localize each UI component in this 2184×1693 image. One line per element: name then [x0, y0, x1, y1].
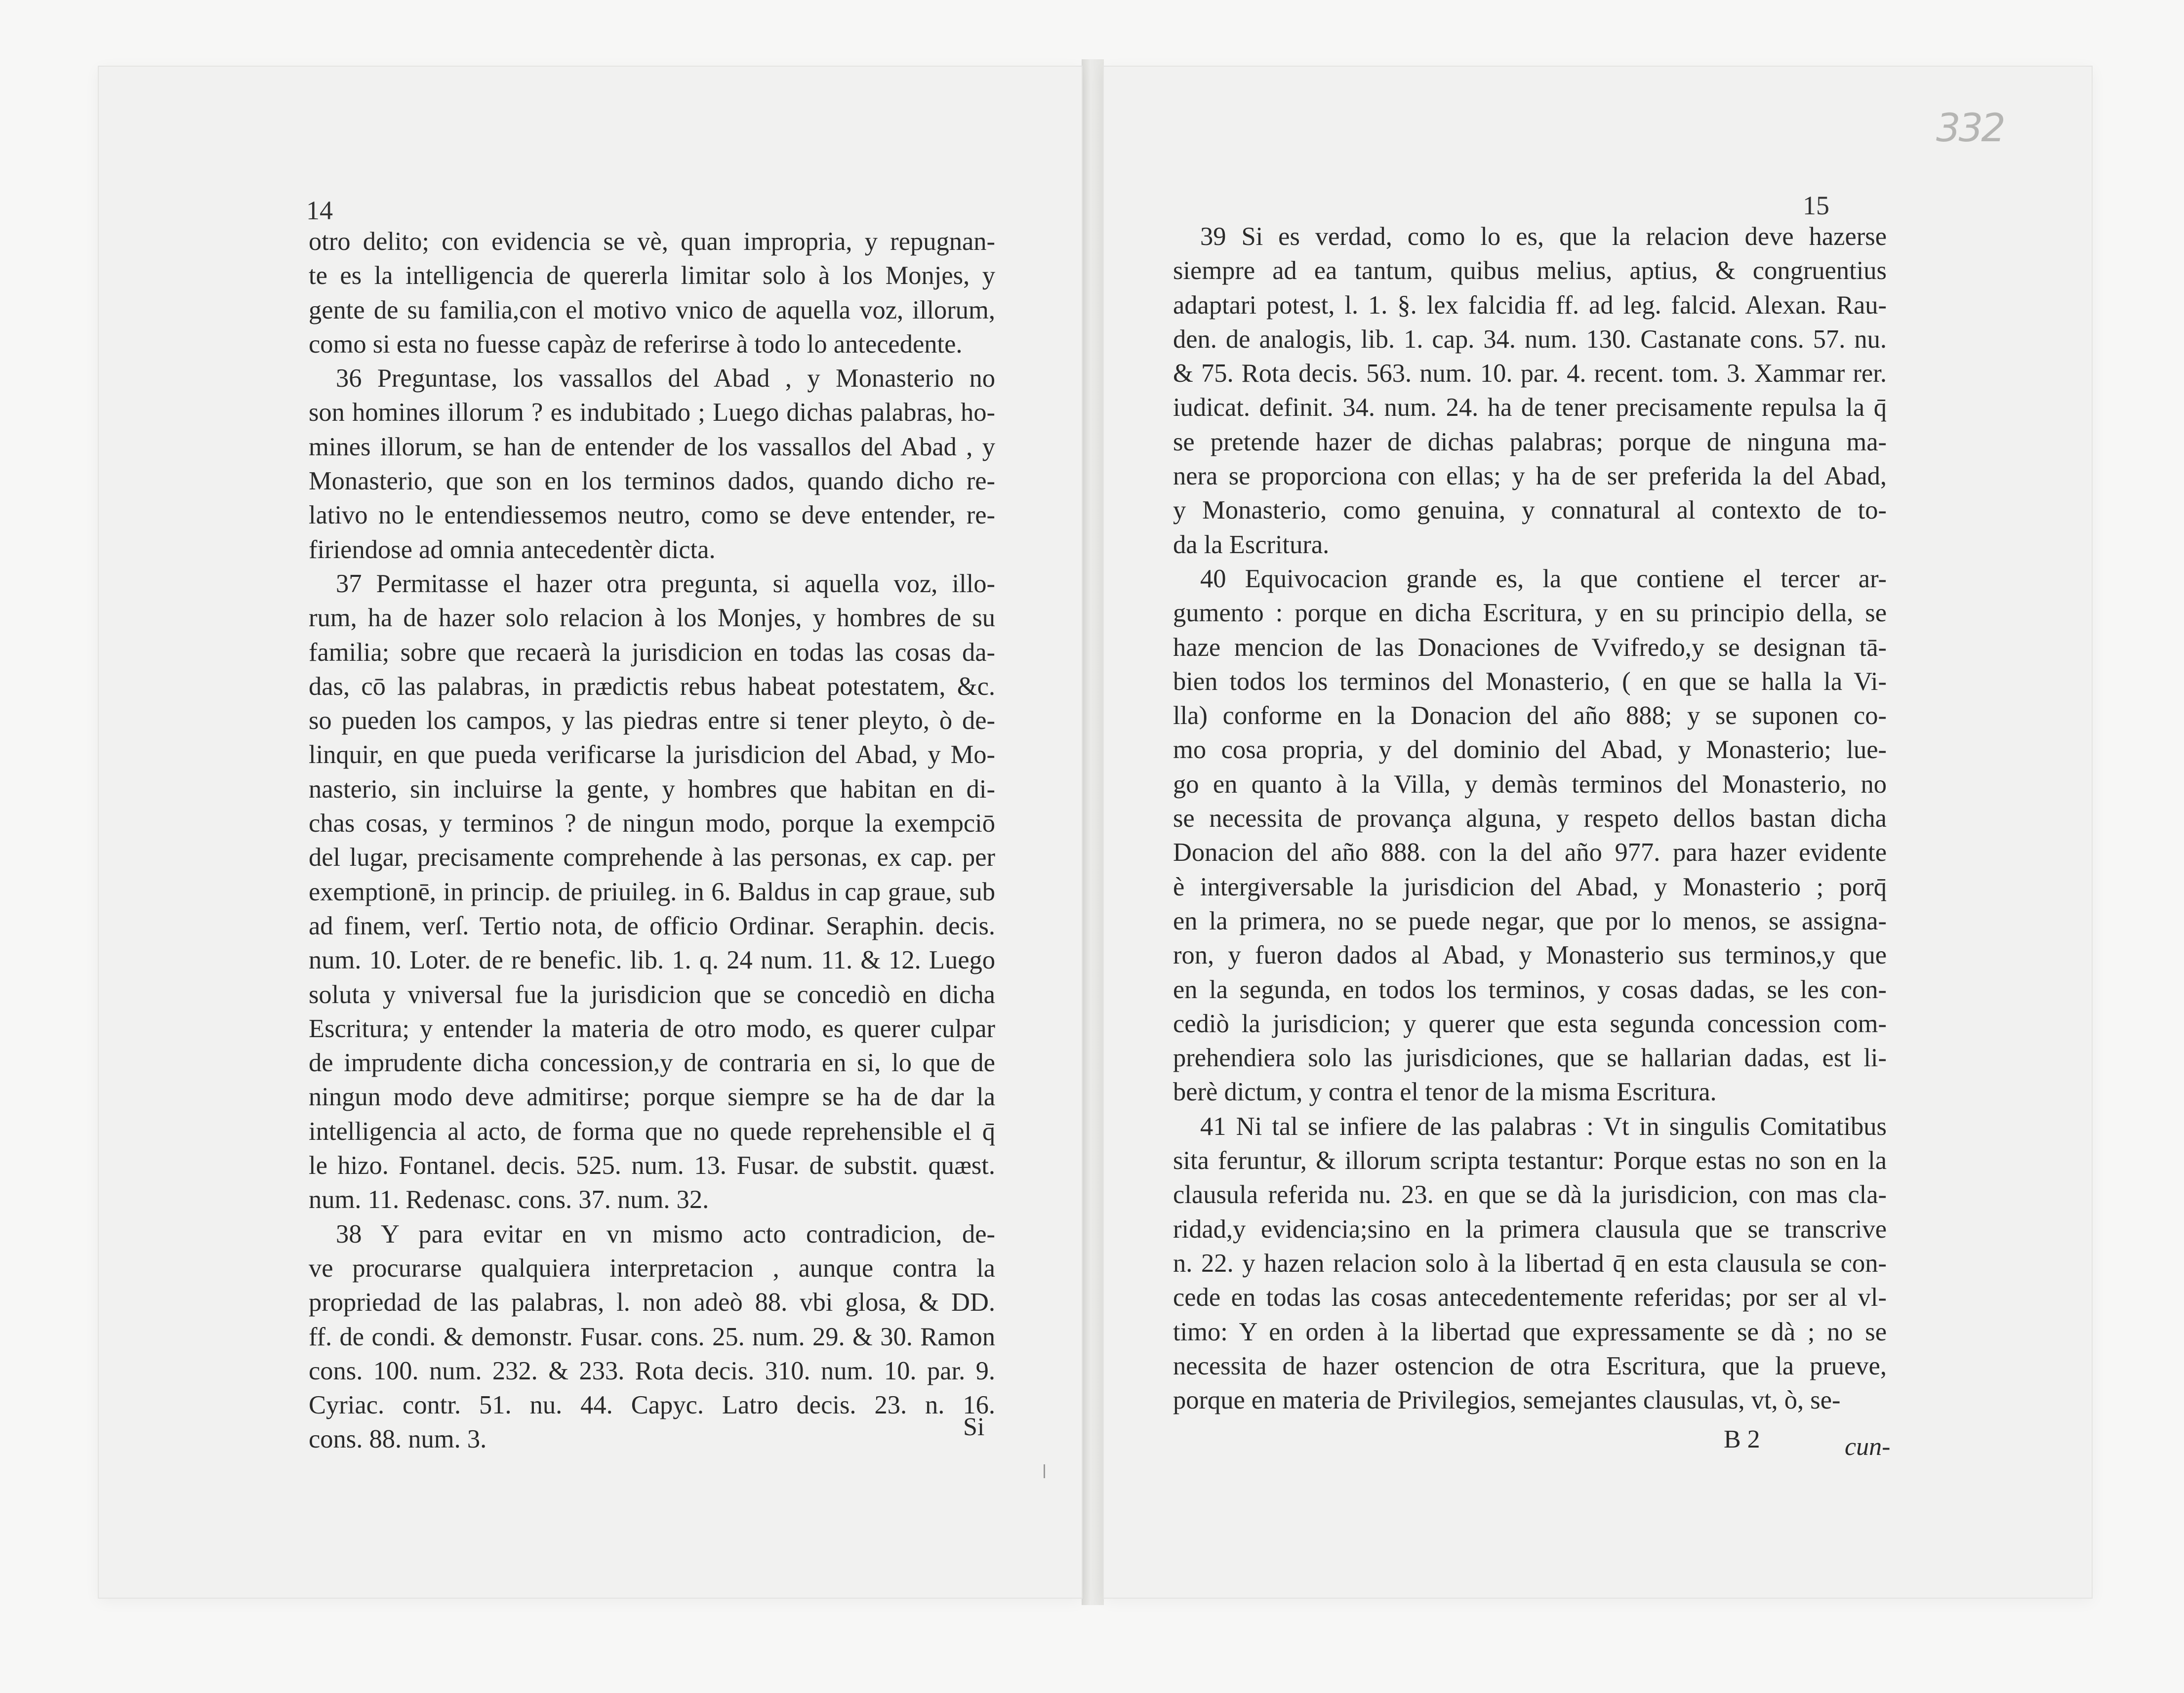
left-text-line: soluta y vniversal fue la jurisdicion que se concediò en dicha [309, 980, 995, 1009]
left-text-line: ff. de condi. & demonstr. Fusar. cons. 25. num. 29. & 30. Ramon [309, 1322, 995, 1351]
right-text-line: 40 Equivocacion grande es, la que contiene el tercer ar- [1200, 564, 1887, 593]
left-text-line: 36 Preguntase, los vassallos del Abad , y Monasterio no [336, 364, 995, 393]
left-catchword: Si [963, 1413, 985, 1441]
right-text-line: Donacion del año 888. con la del año 977. para hazer evidente [1173, 838, 1887, 867]
right-text-line: porque en materia de Privilegios, semejantes clausulas, vt, ò, se- [1173, 1386, 1841, 1415]
left-text-line: das, cō las palabras, in prædictis rebus habeat potestatem, &c. [309, 672, 995, 701]
right-text-line: 41 Ni tal se infiere de las palabras : Vt in singulis Comitatibus [1200, 1112, 1887, 1141]
left-text-line: gente de su familia,con el motivo vnico de aquella voz, illorum, [309, 295, 995, 324]
right-text-line: siempre ad ea tantum, quibus melius, aptius, & congruentius [1173, 256, 1887, 285]
left-text-line: son homines illorum ? es indubitado ; Luego dichas palabras, ho- [309, 398, 995, 427]
right-text-line: sita feruntur, & illorum scripta testantur: Porque estas no son en la [1173, 1146, 1887, 1175]
left-text-line: exemptionē, in princip. de priuileg. in 6. Baldus in cap graue, sub [309, 877, 995, 906]
right-catchword: cun- [1845, 1433, 1891, 1461]
right-text-line: adaptari potest, l. 1. §. lex falcidia ff. ad leg. falcid. Alexan. Rau- [1173, 290, 1887, 320]
right-text-line: n. 22. y hazen relacion solo à la libertad q̄ en esta clausula se con- [1173, 1249, 1887, 1278]
right-text-line: da la Escritura. [1173, 530, 1330, 559]
left-text-line: Monasterio, que son en los terminos dados, quando dicho re- [309, 467, 995, 496]
left-text-line: mines illorum, se han de entender de los vassallos del Abad , y [309, 432, 995, 461]
left-text-line: ve procurarse qualquiera interpretacion , aunque contra la [309, 1253, 995, 1283]
right-text-line: nera se proporciona con ellas; y ha de ser preferida la del Abad, [1173, 462, 1887, 491]
left-text-line: ad finem, verſ. Tertio nota, de officio Ordinar. Seraphin. decis. [309, 911, 995, 940]
right-page-text [1173, 220, 1887, 1417]
right-text-line: prehendiera solo las jurisdiciones, que se hallarian dadas, est li- [1173, 1044, 1887, 1073]
left-page-text [309, 225, 995, 1457]
left-text-line: le hizo. Fontanel. decis. 525. num. 13. Fusar. de substit. quæst. [309, 1151, 995, 1180]
right-text-line: y Monasterio, como genuina, y connatural al contexto de to- [1173, 496, 1887, 525]
right-text-line: clausula referida nu. 23. en que se dà la jurisdicion, con mas cla- [1173, 1180, 1887, 1209]
left-text-line: propriedad de las palabras, l. non adeò 88. vbi glosa, & DD. [309, 1288, 995, 1317]
right-text-line: bien todos los terminos del Monasterio, ( en que se halla la Vi- [1173, 667, 1887, 696]
right-text-line: ron, y fueron dados al Abad, y Monasterio sus terminos,y que [1173, 941, 1887, 970]
left-text-line: rum, ha de hazer solo relacion à los Monjes, y hombres de su [309, 604, 995, 633]
right-text-line: gumento : porque en dicha Escritura, y en su principio della, se [1173, 599, 1887, 628]
left-text-line: 37 Permitasse el hazer otra pregunta, si aquella voz, illo- [336, 569, 995, 598]
left-text-line: lativo no le entendiessemos neutro, como se deve entender, re- [309, 501, 995, 530]
left-text-line: ningun modo deve admitirse; porque siempre se ha de dar la [309, 1083, 995, 1112]
right-text-line: en la segunda, en todos los terminos, y cosas dadas, se les con- [1173, 975, 1887, 1004]
right-text-line: en la primera, no se puede negar, que por lo menos, se assigna- [1173, 906, 1887, 935]
right-text-line: den. de analogis, lib. 1. cap. 34. num. 130. Castanate cons. 57. nu. [1173, 324, 1887, 354]
left-text-line: chas cosas, y terminos ? de ningun modo, porque la exempciō [309, 809, 995, 838]
left-text-line: familia; sobre que recaerà la jurisdicion en todas las cosas da- [309, 638, 995, 667]
right-text-line: haze mencion de las Donaciones de Vvifredo,y se designan tā- [1173, 633, 1887, 662]
right-text-line: go en quanto à la Villa, y demàs terminos del Monasterio, no [1173, 769, 1887, 799]
right-text-line: cediò la jurisdicion; y querer que esta segunda concession com- [1173, 1009, 1887, 1038]
left-page-number: 14 [306, 196, 333, 225]
left-text-line: del lugar, precisamente comprehende à las personas, ex cap. per [309, 843, 995, 872]
left-text-line: 38 Y para evitar en vn mismo acto contradicion, de- [336, 1219, 995, 1249]
left-text-line: Escritura; y entender la materia de otro modo, es querer culpar [309, 1014, 995, 1043]
right-text-line: lla) conforme en la Donacion del año 888; y se suponen co- [1173, 701, 1887, 730]
right-text-line: se pretende hazer de dichas palabras; porque de ninguna ma- [1173, 427, 1887, 456]
center-tick-mark [1044, 1464, 1045, 1478]
left-text-line: otro delito; con evidencia se vè, quan impropria, y repugnan- [309, 227, 995, 256]
left-text-line: num. 11. Redenasc. cons. 37. num. 32. [309, 1185, 709, 1214]
right-text-line: ridad,y evidencia;sino en la primera clausula que se transcrive [1173, 1214, 1887, 1244]
left-text-line: firiendose ad omnia antecedentèr dicta. [309, 535, 716, 564]
left-text-line: so pueden los campos, y las piedras entre si tener pleyto, ò de- [309, 706, 995, 735]
left-text-line: intelligencia al acto, de forma que no quede reprehensible el q̄ [309, 1117, 995, 1146]
right-text-line: mo cosa propria, y del dominio del Abad, y Monasterio; lue- [1173, 735, 1887, 765]
right-text-line: & 75. Rota decis. 563. num. 10. par. 4. recent. tom. 3. Xammar rer. [1173, 359, 1887, 388]
right-text-line: è intergiversable la jurisdicion del Abad, y Monasterio ; porq̄ [1173, 872, 1887, 901]
right-text-line: berè dictum, y contra el tenor de la misma Escritura. [1173, 1078, 1717, 1107]
left-text-line: como si esta no fuesse capàz de referirse à todo lo antecedente. [309, 329, 963, 359]
left-text-line: de imprudente dicha concession,y de contraria en si, lo que de [309, 1048, 995, 1078]
left-text-line: num. 10. Loter. de re benefic. lib. 1. q. 24 num. 11. & 12. Luego [309, 946, 995, 975]
right-page-number: 15 [1803, 191, 1829, 220]
signature-mark: B 2 [1724, 1425, 1760, 1453]
right-text-line: timo: Y en orden à la libertad que expressamente se dà ; no se [1173, 1317, 1887, 1346]
left-text-line: Cyriac. contr. 51. nu. 44. Capyc. Latro decis. 23. n. 16. [309, 1391, 995, 1420]
left-text-line: cons. 100. num. 232. & 233. Rota decis. 310. num. 10. par. 9. [309, 1356, 995, 1385]
right-text-line: cede en todas las cosas antecedentemente referidas; por ser al vl- [1173, 1283, 1887, 1312]
right-text-line: se necessita de provança alguna, y respeto dellos bastan dicha [1173, 804, 1887, 833]
folio-number: 332 [1936, 106, 2004, 151]
left-text-line: te es la intelligencia de quererla limitar solo à los Monjes, y [309, 261, 995, 290]
left-text-line: cons. 88. num. 3. [309, 1425, 487, 1454]
left-text-line: nasterio, sin incluirse la gente, y hombres que habitan en di- [309, 774, 995, 804]
book-gutter [1082, 59, 1104, 1605]
right-text-line: necessita de hazer ostencion de otra Escritura, que la prueve, [1173, 1351, 1887, 1380]
right-text-line: iudicat. definit. 34. num. 24. ha de tener precisamente repulsa la q̄ [1173, 393, 1887, 422]
right-text-line: 39 Si es verdad, como lo es, que la relacion deve hazerse [1200, 222, 1887, 251]
left-text-line: linquir, en que pueda verificarse la jurisdicion del Abad, y Mo- [309, 740, 995, 769]
